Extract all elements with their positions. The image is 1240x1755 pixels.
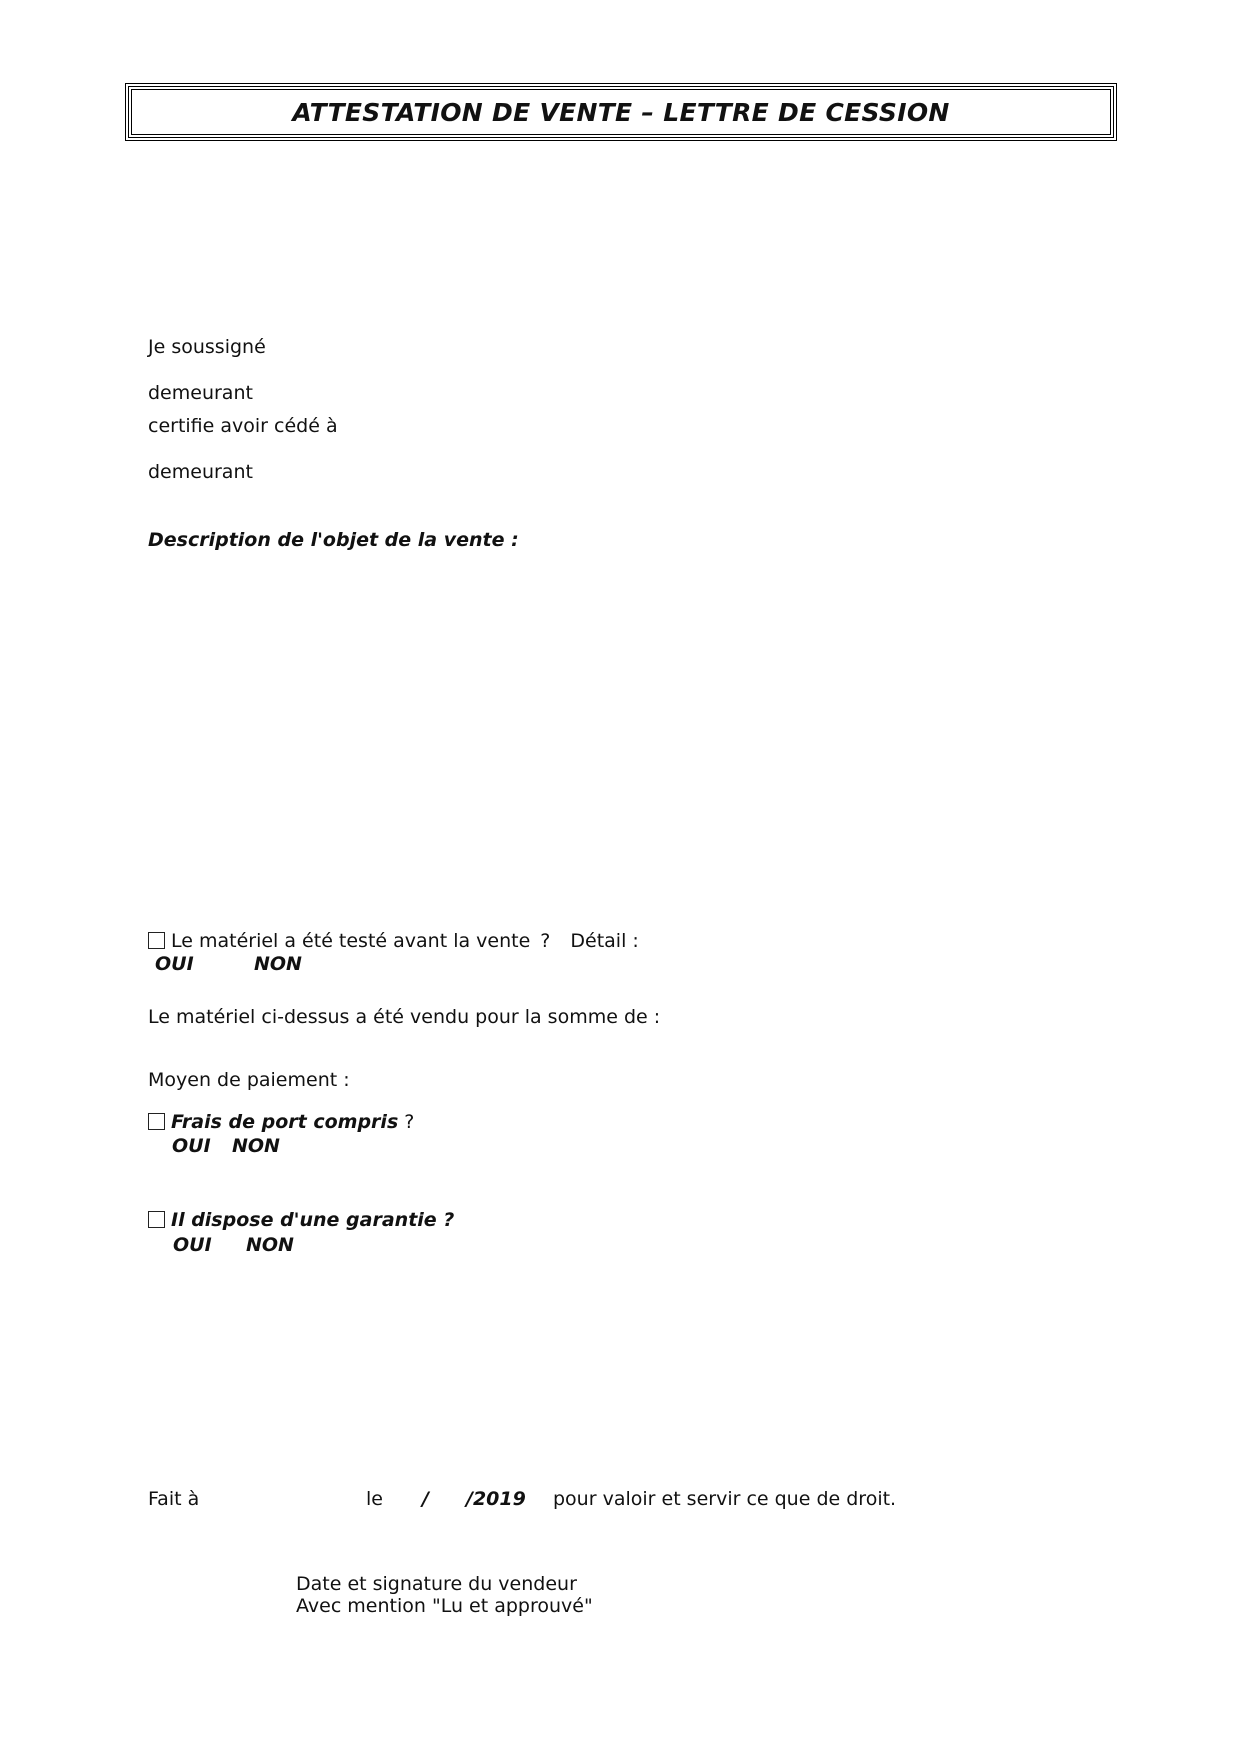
warranty-checkbox[interactable]: [148, 1211, 165, 1228]
shipping-label: Frais de port compris: [171, 1111, 399, 1133]
soussigne-label: Je soussigné: [148, 336, 266, 358]
demeurant-label-seller: demeurant: [148, 382, 253, 404]
title-box: [128, 86, 1114, 138]
document-title: ATTESTATION DE VENTE – LETTRE DE CESSION: [292, 98, 950, 127]
date-day-month-slash: /: [422, 1488, 429, 1510]
shipping-oui[interactable]: OUI: [172, 1135, 211, 1157]
shipping-non[interactable]: NON: [232, 1135, 280, 1157]
shipping-row: [148, 1111, 414, 1133]
tested-detail-label: Détail :: [570, 930, 639, 952]
warranty-non[interactable]: NON: [246, 1234, 294, 1256]
shipping-checkbox[interactable]: [148, 1113, 165, 1130]
tested-checkbox[interactable]: [148, 932, 165, 949]
demeurant-label-buyer: demeurant: [148, 461, 253, 483]
tested-label: Le matériel a été testé avant la vente: [171, 930, 531, 952]
warranty-row: [148, 1209, 454, 1231]
tested-non[interactable]: NON: [254, 953, 302, 975]
signature-line-2: Avec mention "Lu et approuvé": [296, 1595, 593, 1617]
warranty-oui[interactable]: OUI: [173, 1234, 212, 1256]
tested-question-mark: ?: [540, 930, 551, 952]
date-year: /2019: [466, 1488, 526, 1510]
shipping-question-mark: ?: [404, 1111, 415, 1133]
description-label: Description de l'objet de la vente :: [148, 529, 519, 551]
valoir-text: pour valoir et servir ce que de droit.: [553, 1488, 897, 1510]
price-label: Le matériel ci-dessus a été vendu pour la somme de :: [148, 1006, 661, 1028]
tested-row: [148, 930, 639, 952]
signature-line-1: Date et signature du vendeur: [296, 1573, 577, 1595]
certifie-label: certifie avoir cédé à: [148, 415, 338, 437]
warranty-label: Il dispose d'une garantie ?: [171, 1209, 455, 1231]
tested-oui[interactable]: OUI: [155, 953, 194, 975]
fait-a-label: Fait à: [148, 1488, 200, 1510]
payment-label: Moyen de paiement :: [148, 1069, 350, 1091]
le-label: le: [366, 1488, 383, 1510]
